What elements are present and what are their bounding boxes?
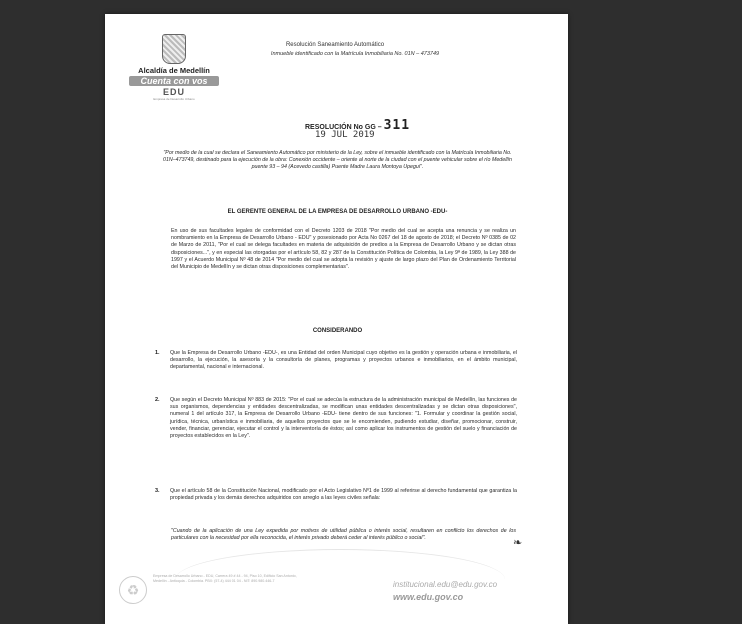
logo-city: Alcaldía de Medellín: [138, 66, 210, 75]
document-page: [105, 14, 568, 624]
list-item-text: Que según el Decreto Municipal Nº 883 de 2015: "Por el cual se adecúa la estructura de la administración municipal de Medellín, las funciones de sus organismos, dependencias y entidades descentralizadas, se modifican unas entidades descentralizadas y se dictan otras disposiciones", numeral 1 del artículo 317, la Empresa de Desarrollo Urbano -EDU- tiene dentro de sus funciones: "1. Formular y coordinar la gestión social, jurídica, técnica, urbanística e inmobiliaria, de aquellos proyectos que se le encomienden, pudiendo estudiar, diseñar, promocionar, construir, vender, financiar, gerenciar, ejecutar el control y la interventoría de éstos; así como aplicar los instrumentos de gestión del suelo y financiación de proyectos establecidos en la Ley".: [170, 397, 517, 440]
resolution-summary: "Por medio de la cual se declara el Saneamiento Automático por ministerio de la Ley, sobre el inmueble identificado con la Matrícula Inmobiliaria No. 01N–473749, destinado para la ejecución de la obra: Conexión occidente – oriente al norte de la ciudad con el puente vehicular sobre el río Medellín puente 93 – 94 (Acevedo castilla) Puente Madre Laura Montoya Upegui".: [163, 150, 512, 171]
edu-logo: [129, 34, 219, 101]
constitution-quote: "Cuando de la aplicación de una Ley expedida por motivos de utilidad pública o interés social, resultaren en conflicto los derechos de los particulares con la necesidad por ella reconocida, el interés privado deberá ceder al interés público o social".: [171, 528, 516, 542]
logo-slogan: Cuenta con vos: [129, 76, 219, 86]
footer-website: www.edu.gov.co: [393, 592, 464, 602]
intro-paragraph: En uso de sus facultades legales de conformidad con el Decreto 1203 de 2018 "Por medio del cual se acepta una renuncia y se realiza un nombramiento en la Empresa de Desarrollo Urbano - EDU" y posesionado por Acta No 0267 del 18 de agosto de 2018; el Decreto Nº 0385 de 02 de Marzo de 2011, "Por el cual se delega facultades en materia de adquisición de predios a la Empresa de Desarrollo Urbano y se dictan otras disposiciones...", y en especial las otorgadas por el artículo 58, 82 y 287 de la Constitución Política de Colombia, la Ley 9ª de 1989, la Ley 388 de 1997 y el Acuerdo Municipal Nº 48 de 2014 "Por medio del cual se adopta la revisión y ajuste de largo plazo del Plan de Ordenamiento Territorial del Municipio de Medellín y se dictan otras disposiciones complementarias".: [171, 228, 516, 271]
list-item-text: Que el artículo 58 de la Constitución Nacional, modificado por el Acto Legislativo Nº1 de 1999 al referirse al derecho fundamental que garantiza la propiedad privada y los demás derechos adquiridos con arreglo a las leyes civiles señala:: [170, 488, 517, 502]
logo-edu: EDU: [162, 87, 185, 97]
handwritten-mark-icon: ❧: [513, 537, 523, 549]
header-subtitle: Inmueble identificado con la Matrícula Inmobiliaria No. 01N – 473749: [270, 51, 440, 57]
resolution-date-stamp: 19 JUL 2019: [315, 130, 375, 140]
list-item-text: Que la Empresa de Desarrollo Urbano -EDU-, es una Entidad del orden Municipal cuyo objetivo es la gestión y operación urbana e inmobiliaria, el desarrollo, la ejecución, la asesoría y la consultoría de planes, programas y proyectos urbanos e inmobiliarios, en el ámbito municipal, departamental, nacional e internacional.: [170, 350, 517, 371]
resolution-number: 311: [383, 118, 411, 133]
resolution-label: RESOLUCIÓN No GG –: [305, 124, 382, 131]
footer-email: institucional.edu@edu.gov.co: [393, 580, 498, 589]
footer-address: Empresa de Desarrollo Urbano - EDU, Carrera 49 # 44 - 94, Piso 10, Edificio San Antonio, Medellín - Antioquia - Colombia. PBX: (57-4) 444 01 04 - NIT: 890.980.446-7: [153, 574, 297, 583]
header-title: Resolución Saneamiento Automático: [285, 42, 385, 48]
list-item-number: 1.: [155, 350, 160, 356]
medellin-seal-icon: [162, 34, 186, 64]
heading-general-manager: EL GERENTE GENERAL DE LA EMPRESA DE DESARROLLO URBANO -EDU-: [227, 209, 448, 215]
logo-edu-tagline: Empresa de Desarrollo Urbano: [153, 97, 195, 101]
list-item-number: 2.: [155, 397, 160, 403]
list-item-number: 3.: [155, 488, 160, 494]
recycle-icon: ♻: [119, 576, 147, 604]
heading-considering: CONSIDERANDO: [312, 328, 363, 334]
